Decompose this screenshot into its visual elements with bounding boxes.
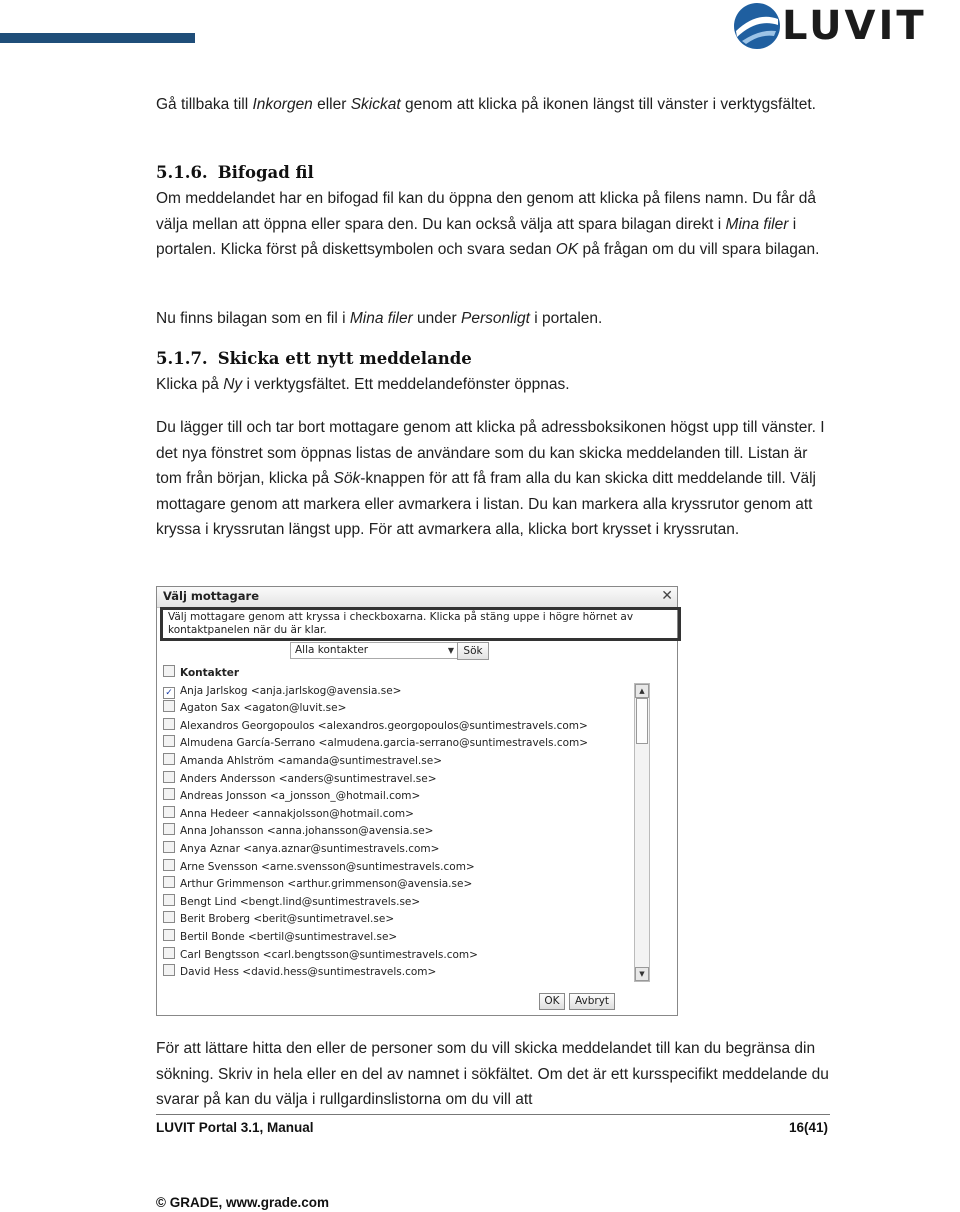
- list-item[interactable]: [163, 771, 639, 789]
- ok-button[interactable]: OK: [539, 993, 565, 1010]
- list-item[interactable]: [163, 735, 639, 753]
- contact-label: Almudena García-Serrano <almudena.garcia-serrano@suntimestravels.com>: [180, 737, 589, 750]
- contact-checkbox[interactable]: [163, 718, 175, 730]
- contact-label: Arthur Grimmenson <arthur.grimmenson@avensia.se>: [180, 878, 473, 891]
- closing-paragraph: För att lättare hitta den eller de personer som du vill skicka meddelandet till kan du begränsa din sökning. Skriv in hela eller en del av namnet i sökfältet. Om det är ett kursspecifikt meddelande du svarar på kan du välja i rullgardinslistorna om du vill att: [156, 1040, 829, 1108]
- attachment-paragraph: Om meddelandet har en bifogad fil kan du öppna den genom att klicka på filens namn. Du får då välja mellan att öppna eller spara den. Du kan också välja att spara bilagan direkt i Mina filer i portalen. Klicka först på diskettsymbolen och svara sedan OK på frågan om du vill spara bilagan.: [156, 190, 820, 258]
- footer-title: LUVIT Portal 3.1, Manual: [156, 1120, 314, 1135]
- list-item[interactable]: [163, 911, 639, 929]
- contact-label: Anders Andersson <anders@suntimestravel.se>: [180, 772, 437, 785]
- contact-list: [163, 665, 639, 982]
- list-item[interactable]: [163, 700, 639, 718]
- select-all-label: Kontakter: [180, 667, 240, 679]
- attachment-saved-paragraph: Nu finns bilagan som en fil i Mina filer under Personligt i portalen.: [156, 310, 603, 327]
- contact-label: Bertil Bonde <bertil@suntimestravel.se>: [180, 930, 398, 943]
- select-all-row[interactable]: [163, 665, 639, 683]
- list-item[interactable]: [163, 929, 639, 947]
- contact-label: Anna Hedeer <annakjolsson@hotmail.com>: [180, 807, 414, 820]
- contact-label: Bengt Lind <bengt.lind@suntimestravels.se>: [180, 895, 421, 908]
- contact-checkbox[interactable]: [163, 753, 175, 765]
- contact-label: Anna Johansson <anna.johansson@avensia.se>: [180, 825, 434, 838]
- contact-label: Anja Jarlskog <anja.jarlskog@avensia.se>: [180, 684, 402, 697]
- section-heading-bifogad-fil: 5.1.6. Bifogad fil: [156, 163, 314, 182]
- select-all-checkbox[interactable]: [163, 665, 175, 677]
- list-item[interactable]: [163, 859, 639, 877]
- list-item[interactable]: [163, 683, 639, 701]
- contact-checkbox[interactable]: [163, 700, 175, 712]
- contact-label: Alexandros Georgopoulos <alexandros.georgopoulos@suntimestravels.com>: [180, 719, 588, 732]
- chevron-down-icon: ▼: [447, 646, 454, 655]
- contact-label: Andreas Jonsson <a_jonsson_@hotmail.com>: [180, 790, 421, 803]
- scroll-up-icon[interactable]: ▲: [635, 684, 649, 698]
- list-item[interactable]: [163, 894, 639, 912]
- contact-label: Berit Broberg <berit@suntimetravel.se>: [180, 913, 395, 926]
- contact-checkbox[interactable]: [163, 947, 175, 959]
- contact-checkbox[interactable]: [163, 788, 175, 800]
- list-item[interactable]: [163, 788, 639, 806]
- contact-checkbox[interactable]: [163, 929, 175, 941]
- contact-checkbox[interactable]: [163, 911, 175, 923]
- cancel-button[interactable]: Avbryt: [569, 993, 615, 1010]
- contact-checkbox[interactable]: [163, 964, 175, 976]
- scroll-down-icon[interactable]: ▼: [635, 967, 649, 981]
- dialog-titlebar: [157, 587, 677, 608]
- dialog-title: Välj mottagare: [163, 589, 260, 603]
- list-item[interactable]: [163, 841, 639, 859]
- contact-label: Arne Svensson <arne.svensson@suntimestravels.com>: [180, 860, 475, 873]
- list-item[interactable]: [163, 806, 639, 824]
- recipients-paragraph: Du lägger till och tar bort mottagare genom att klicka på adressboksikonen högst upp till vänster. I det nya fönstret som öppnas listas de användare som du kan skicka meddelanden till. Listan är tom från början, klicka på Sök-knappen för att få fram alla du kan skicka ditt meddelande till. Välj mottagare genom att markera eller avmarkera i listan. Du kan markera alla kryssrutor genom att kryssa i kryssrutan längst upp. För att avmarkera alla, klicka bort krysset i kryssrutan.: [156, 419, 825, 538]
- contact-list-scrollbar[interactable]: [634, 683, 650, 982]
- list-item[interactable]: [163, 753, 639, 771]
- contact-checkbox[interactable]: [163, 806, 175, 818]
- contact-checkbox[interactable]: [163, 735, 175, 747]
- contact-checkbox[interactable]: [163, 823, 175, 835]
- contact-checkbox[interactable]: ✓: [163, 687, 175, 699]
- contact-label: Amanda Ahlström <amanda@suntimestravel.se>: [180, 754, 443, 767]
- contact-filter-value: Alla kontakter: [295, 644, 369, 656]
- contact-label: Carl Bengtsson <carl.bengtsson@suntimestravels.com>: [180, 948, 478, 961]
- new-message-paragraph: Klicka på Ny i verktygsfältet. Ett meddelandefönster öppnas.: [156, 376, 570, 393]
- close-icon[interactable]: ✕: [661, 588, 673, 604]
- contact-label: David Hess <david.hess@suntimestravels.com>: [180, 966, 437, 979]
- list-item[interactable]: [163, 947, 639, 965]
- list-item[interactable]: [163, 964, 639, 982]
- copyright: © GRADE, www.grade.com: [156, 1195, 329, 1210]
- page-number: 16(41): [788, 1120, 828, 1135]
- scrollbar-thumb[interactable]: [636, 698, 648, 744]
- section-heading-skicka-meddelande: 5.1.7. Skicka ett nytt meddelande: [156, 349, 472, 368]
- luvit-logo: [730, 0, 960, 52]
- search-button[interactable]: Sök: [457, 642, 489, 660]
- dialog-instruction: Välj mottagare genom att kryssa i checkboxarna. Klicka på stäng uppe i högre hörnet av kontaktpanelen när du är klar.: [160, 607, 681, 641]
- contact-checkbox[interactable]: [163, 876, 175, 888]
- contact-checkbox[interactable]: [163, 841, 175, 853]
- contact-checkbox[interactable]: [163, 771, 175, 783]
- list-item[interactable]: [163, 876, 639, 894]
- footer-divider: [156, 1114, 830, 1115]
- intro-paragraph: Gå tillbaka till Inkorgen eller Skickat genom att klicka på ikonen längst till vänster i verktygsfältet.: [156, 96, 816, 113]
- contact-label: Anya Aznar <anya.aznar@suntimestravels.com>: [180, 842, 440, 855]
- contact-filter-select[interactable]: [290, 642, 458, 659]
- logo-text: LUVIT: [782, 3, 927, 49]
- choose-recipients-dialog: [156, 586, 678, 1016]
- globe-icon: [732, 1, 782, 51]
- list-item[interactable]: [163, 718, 639, 736]
- list-item[interactable]: [163, 823, 639, 841]
- contact-checkbox[interactable]: [163, 894, 175, 906]
- contact-checkbox[interactable]: [163, 859, 175, 871]
- contact-label: Agaton Sax <agaton@luvit.se>: [180, 702, 347, 715]
- header-accent-bar: [0, 33, 195, 43]
